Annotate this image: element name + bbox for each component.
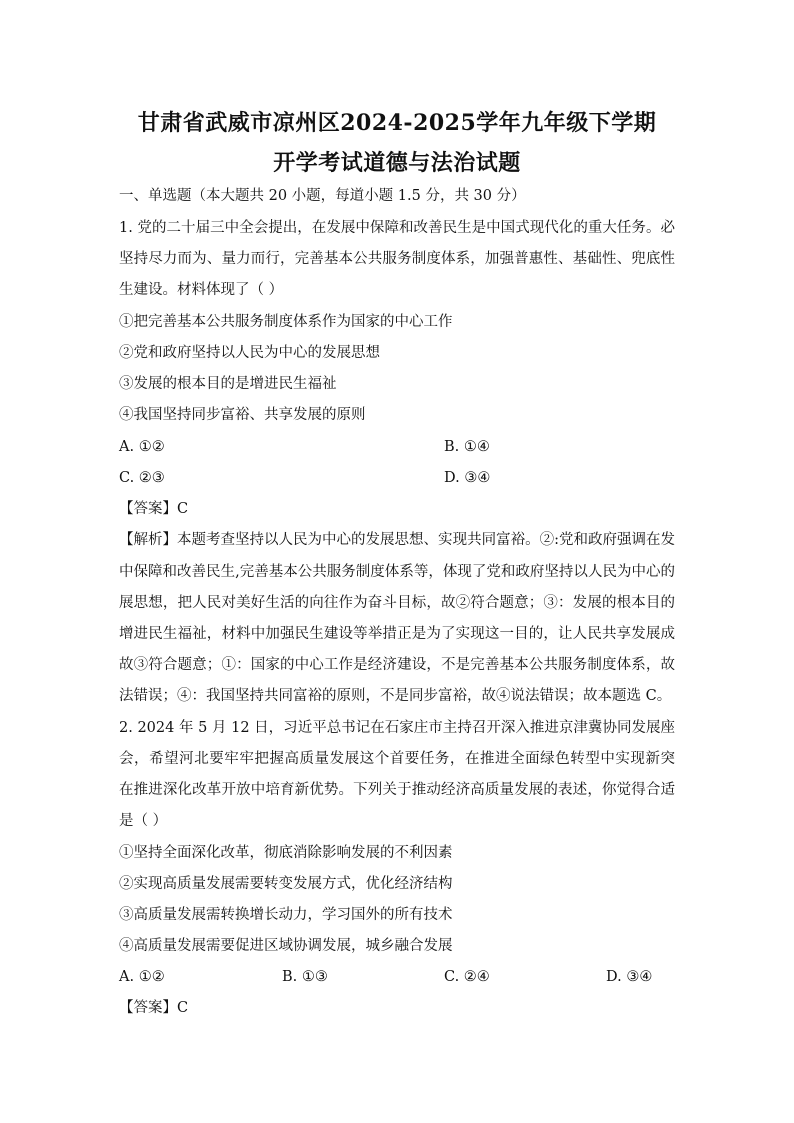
q2-option-b: B. ①③ [282, 969, 328, 985]
q1-analysis-line-1: 【解析】本题考查坚持以人民为中心的发展思想、实现共同富裕。②:党和政府强调在发 [119, 532, 675, 548]
q1-analysis-line-6: 法错误；④：我国坚持共同富裕的原则，不是同步富裕，故④说法错误；故本题选 C。 [119, 688, 672, 704]
q2-stem-line-2: 会，希望河北要牢牢把握高质量发展这个首要任务，在推进全面绿色转型中实现新突 [119, 751, 675, 767]
q1-analysis-line-5: 故③符合题意；①：国家的中心工作是经济建设，不是完善基本公共服务制度体系，故 [119, 657, 675, 673]
q1-stem-line-3: 生建设。材料体现了（ ） [119, 282, 284, 298]
q1-answer: 【答案】C [119, 501, 189, 517]
q2-statement-4: ④高质量发展需要促进区域协调发展，城乡融合发展 [119, 938, 453, 954]
q1-statement-1: ①把完善基本公共服务制度体系作为国家的中心工作 [119, 314, 453, 330]
q2-statement-1: ①坚持全面深化改革，彻底消除影响发展的不利因素 [119, 845, 453, 861]
q2-answer: 【答案】C [119, 1000, 189, 1016]
q1-stem-line-2: 坚持尽力而为、量力而行，完善基本公共服务制度体系，加强普惠性、基础性、兜底性 [119, 251, 675, 267]
q2-stem-line-3: 在推进深化改革开放中培育新优势。下列关于推动经济高质量发展的表述，你觉得合适 [119, 782, 675, 798]
q2-stem-line-1: 2. 2024 年 5 月 12 日，习近平总书记在石家庄市主持召开深入推进京津冀协同发展座 [119, 720, 675, 736]
q1-statement-3: ③发展的根本目的是增进民生福祉 [119, 376, 337, 392]
q1-statement-4: ④我国坚持同步富裕、共享发展的原则 [119, 407, 366, 423]
q1-option-c: C. ②③ [119, 470, 165, 486]
q1-option-b: B. ①④ [444, 439, 490, 455]
q1-analysis-line-4: 增进民生福祉，材料中加强民生建设等举措正是为了实现这一目的，让人民共享发展成 [119, 626, 675, 642]
q2-option-c: C. ②④ [444, 969, 490, 985]
q1-statement-2: ②党和政府坚持以人民为中心的发展思想 [119, 345, 380, 361]
q1-analysis-line-2: 中保障和改善民生,完善基本公共服务制度体系等，体现了党和政府坚持以人民为中心的 [119, 564, 675, 580]
doc-title-line-1: 甘肃省武威市凉州区2024-2025学年九年级下学期 [137, 110, 657, 136]
q1-analysis-line-3: 展思想，把人民对美好生活的向往作为奋斗目标，故②符合题意；③：发展的根本目的 [119, 595, 675, 611]
q2-statement-2: ②实现高质量发展需要转变发展方式，优化经济结构 [119, 876, 453, 892]
q1-option-d: D. ③④ [444, 470, 491, 486]
section-header: 一、单选题（本大题共 20 小题，每道小题 1.5 分，共 30 分） [119, 188, 526, 204]
q1-option-a: A. ①② [119, 439, 165, 455]
q2-statement-3: ③高质量发展需转换增长动力，学习国外的所有技术 [119, 907, 453, 923]
doc-title-line-2: 开学考试道德与法治试题 [273, 150, 521, 176]
q2-stem-line-4: 是（ ） [119, 813, 168, 829]
q1-stem-line-1: 1. 党的二十届三中全会提出，在发展中保障和改善民生是中国式现代化的重大任务。必 [119, 220, 675, 236]
q2-option-d: D. ③④ [606, 969, 653, 985]
q2-option-a: A. ①② [119, 969, 165, 985]
